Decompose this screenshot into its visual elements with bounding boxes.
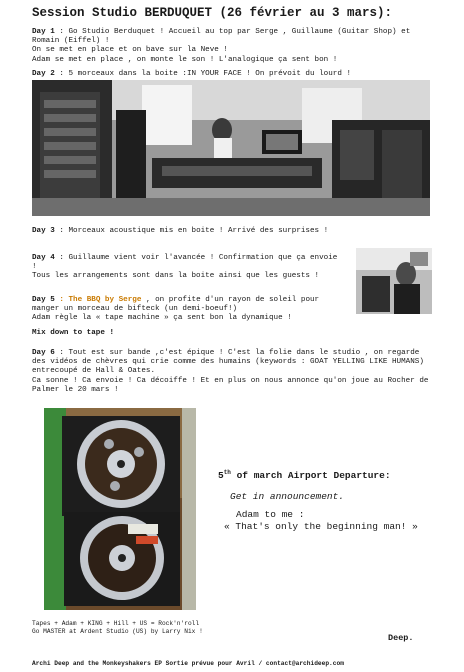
tape-reels-photo [44, 408, 196, 610]
mixdown-text: Mix down to tape ! [32, 329, 115, 337]
day1-text: : Go Studio Berduquet ! Accueil au top par Serge , Guillaume (Guitar Shop) et Romain (Eiffel) ! [32, 28, 411, 46]
day1-line3: Adam se met en place , on monte le son ! L'analogique ça sent bon ! [32, 55, 338, 64]
footer: Archi Deep and the Monkeyshakers EP Sortie prévue pour Avril / contact@archideep.com [32, 660, 344, 667]
signature: Deep. [388, 633, 414, 643]
day5-label: Day 5 [32, 296, 55, 304]
day4-paragraph [32, 254, 344, 282]
tape-caption-line2: Go MASTER at Ardent Studio (US) by Larry Nix ! [32, 628, 203, 635]
day1-paragraph [32, 28, 432, 65]
departure-sup: th [223, 469, 231, 476]
day4-label: Day 4 [32, 254, 55, 262]
day1-label: Day 1 [32, 28, 55, 36]
day3-paragraph [32, 227, 432, 236]
day5-highlight: : The BBQ by Serge [59, 296, 142, 304]
bbq-photo [356, 248, 432, 314]
day1-line2: On se met en place et on bave sur la Neve ! [32, 46, 228, 55]
mixdown-line [32, 329, 332, 338]
day4-line2: Tous les arrangements sont dans la boite ainsi que les guests ! [32, 272, 320, 281]
announcement-line [230, 491, 344, 502]
tape-caption-line1: Tapes + Adam + KING + Hill + US = Rock'n'roll [32, 620, 200, 627]
departure-num: 5 [218, 470, 224, 482]
day5-line2: Adam règle la « tape machine » ça sent bon la dynamique ! [32, 314, 292, 323]
day2-paragraph [32, 70, 442, 79]
day6-text: : Tout est sur bande ,c'est épique ! C'est la folie dans le studio , on regarde des vidéos de chèvres qui crie comme des humains (keywords : GOAT YELLING LIKE HUMANS) entrecoupé de Hall & Oates. [32, 349, 424, 376]
day3-label: Day 3 [32, 227, 55, 235]
adam-to-me: Adam to me : [236, 509, 305, 520]
day6-label: Day 6 [32, 349, 55, 357]
announcement-text: Get in announcement. [230, 491, 345, 502]
day4-text: : Guillaume vient voir l'avancée ! Confirmation que ça envoie ! [32, 254, 338, 272]
tape-caption [32, 620, 203, 636]
day6-paragraph [32, 349, 436, 395]
day6-line2: Ca sonne ! Ca envoie ! Ca décoiffe ! Et en plus on nous annonce qu'on joue au Rocher de Palmer le 20 mars ! [32, 376, 429, 394]
day5-paragraph [32, 296, 350, 324]
page-title: Session Studio BERDUQUET (26 février au 3 mars): [32, 6, 393, 20]
studio-photo [32, 80, 430, 216]
adam-quote [224, 509, 418, 533]
departure-heading [218, 469, 391, 481]
day5-text: , on profite d'un rayon de soleil pour manger un morceau de bifteck (un demi-boeuf!) [32, 296, 320, 314]
departure-rest: of march Airport Departure: [230, 470, 391, 482]
day3-text: : Morceaux acoustique mis en boite ! Arrivé des surprises ! [59, 227, 329, 235]
day2-text: : 5 morceaux dans la boite :IN YOUR FACE ! On prévoit du lourd ! [59, 70, 352, 78]
quote-text: « That's only the beginning man! » [224, 521, 418, 532]
day2-label: Day 2 [32, 70, 55, 78]
